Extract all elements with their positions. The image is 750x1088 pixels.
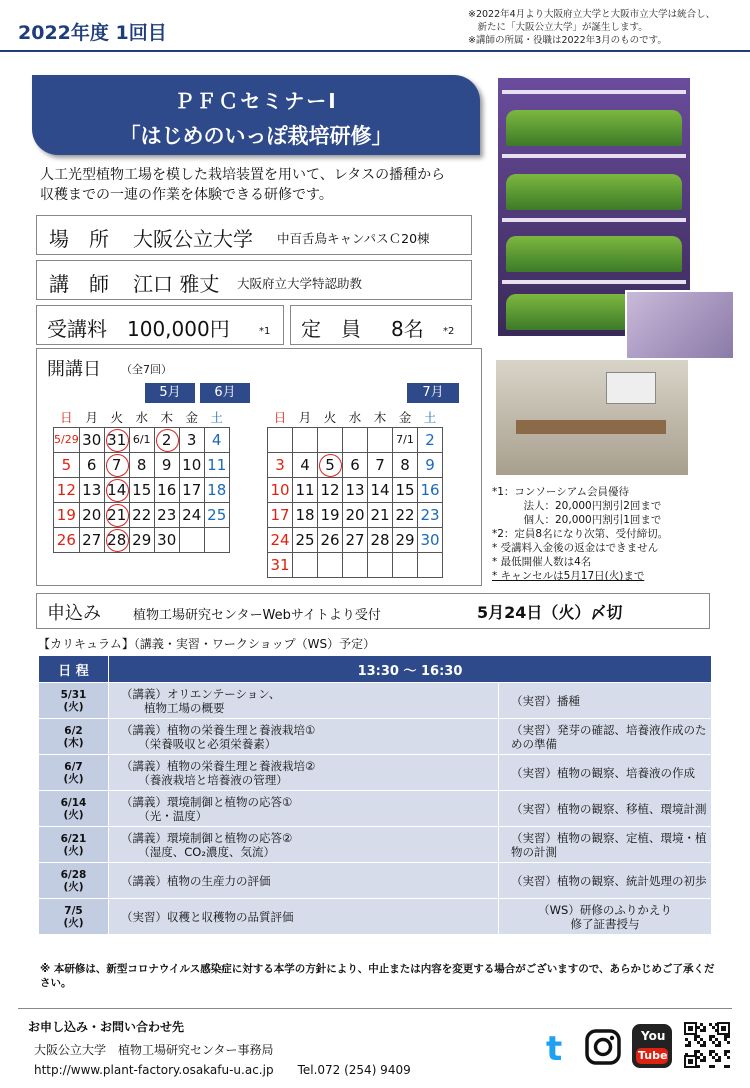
practice-text: （実習）植物の観察、移植、環境計測 [511, 801, 707, 816]
calendar-day [293, 552, 318, 577]
calendar-day: 2 [154, 427, 179, 452]
youtube-icon[interactable] [632, 1024, 672, 1068]
lecturer-sub: 大阪府立大学特認助教 [237, 276, 363, 291]
calendar-day: 27 [79, 527, 104, 552]
row-date: 6/2 [64, 724, 83, 737]
calendar-day: 25 [204, 502, 229, 527]
row-date: 6/14 [60, 796, 87, 809]
calendar-day: 18 [204, 477, 229, 502]
capacity-value: 8名 [391, 317, 424, 341]
seminar-title-box [32, 75, 480, 155]
column-date: 日 程 [39, 656, 109, 683]
practice-text: （実習）植物の観察、統計処理の初歩 [511, 873, 707, 888]
calendar-day: 18 [293, 502, 318, 527]
place-row [36, 215, 472, 255]
contact-org: 大阪公立大学 植物工場研究センター事務局 [34, 1043, 274, 1057]
capacity-mark: *2 [443, 326, 455, 337]
calendar-day: 3 [179, 427, 204, 452]
classroom-photo [496, 360, 688, 475]
calendar-day: 11 [204, 452, 229, 477]
contact-url[interactable]: http://www.plant-factory.osakafu-u.ac.jp [34, 1063, 274, 1077]
contact-info [34, 1040, 411, 1080]
instagram-icon[interactable] [584, 1028, 622, 1066]
footnote: 個人：20,000円割引1回まで [492, 514, 662, 526]
led-light [502, 280, 686, 284]
place-label: 場 所 [49, 227, 109, 251]
lecture-text: （講義）植物の生産力の評価 [121, 873, 271, 888]
lettuce-shelf [506, 174, 682, 210]
capacity-row [290, 305, 472, 345]
svg-text:t: t [546, 1029, 563, 1066]
calendar-day: 9 [418, 452, 443, 477]
practice-text: （実習）植物の観察、培養液の作成 [511, 765, 695, 780]
calendar-day [268, 427, 293, 452]
footnote: *1：コンソーシアム会員優待 [492, 486, 629, 498]
curriculum-heading: 【カリキュラム】（講義・実習・ワークショップ（WS）予定） [38, 637, 376, 651]
calendar-day: 16 [154, 477, 179, 502]
calendar-day: 15 [393, 477, 418, 502]
dates-count: （全7回） [121, 363, 172, 376]
divider [0, 50, 750, 52]
lecture-sub: （湿度、CO₂濃度、気流） [121, 844, 275, 859]
weekday-header: 木 [373, 409, 387, 425]
calendar-day [318, 552, 343, 577]
calendar-day: 26 [54, 527, 80, 552]
curriculum-row [39, 755, 712, 791]
calendar-day: 6/1 [129, 427, 154, 452]
seminar-name: ＰＦＣセミナーⅠ [174, 89, 338, 113]
contact-heading: お申し込み・お問い合わせ先 [28, 1020, 185, 1034]
lecture-text: （講義）植物の栄養生理と養液栽培② [121, 758, 316, 773]
row-dow: (火) [63, 700, 84, 713]
calendar-day: 31 [268, 552, 293, 577]
row-date: 6/7 [64, 760, 83, 773]
calendar-day: 11 [293, 477, 318, 502]
practice-text: （実習）発芽の確認、培養液作成のための準備 [511, 722, 707, 751]
warning-text: ※ 本研修は、新型コロナウイルス感染症に対する本学の方針により、中止または内容を変更する場合がございますので、あらかじめご了承ください。 [40, 963, 715, 989]
row-dow: (火) [63, 880, 84, 893]
lettuce-shelf [506, 110, 682, 146]
practice-text: （実習）植物の観察、定植、環境・植物の計測 [511, 830, 707, 859]
calendar-may-jun [53, 407, 230, 553]
curriculum-row [39, 899, 712, 935]
fee-mark: *1 [259, 326, 271, 337]
lecture-sub: （養液栽培と培養液の管理） [121, 772, 288, 787]
fee-label: 受講料 [47, 317, 107, 341]
calendar-day: 14 [104, 477, 129, 502]
apply-row [36, 593, 710, 629]
calendar-day: 30 [418, 527, 443, 552]
calendar-day: 4 [204, 427, 229, 452]
calendar-day: 7 [368, 452, 393, 477]
contact-tel: Tel.072 (254) 9409 [297, 1063, 411, 1077]
weekday-header: 月 [298, 409, 312, 425]
footnote: * 最低開催人数は4名 [492, 556, 592, 568]
footnote: * 受講料入金後の返金はできません [492, 542, 659, 554]
calendar-day: 2 [418, 427, 443, 452]
weekday-header: 水 [135, 409, 148, 425]
calendar-day: 25 [293, 527, 318, 552]
calendar-day: 29 [393, 527, 418, 552]
lecture-text: （講義）オリエンテーション、 [121, 686, 281, 701]
calendar-day: 30 [79, 427, 104, 452]
curriculum-row [39, 863, 712, 899]
row-dow: (火) [63, 916, 84, 929]
row-date: 6/21 [60, 832, 87, 845]
calendar-day: 19 [54, 502, 80, 527]
weekday-header: 土 [210, 409, 223, 425]
calendar-day: 13 [343, 477, 368, 502]
row-date: 5/31 [60, 688, 87, 701]
notes [468, 8, 715, 47]
lecture-text: （実習）収穫と収穫物の品質評価 [121, 909, 294, 924]
curriculum-row [39, 719, 712, 755]
lecturer-value: 江口 雅丈 [133, 272, 220, 296]
calendar-day: 26 [318, 527, 343, 552]
apply-label: 申込み [47, 603, 101, 624]
page-title: 2022年度 1回目 [18, 22, 167, 44]
calendar-day: 5 [54, 452, 80, 477]
curriculum-row [39, 791, 712, 827]
qr-code-icon[interactable] [684, 1022, 730, 1068]
row-dow: (火) [63, 844, 84, 857]
calendar-day [318, 427, 343, 452]
lecture-sub: （光・温度） [121, 808, 208, 823]
curriculum-row [39, 683, 712, 719]
calendar-day: 8 [393, 452, 418, 477]
calendar-day: 19 [318, 502, 343, 527]
lecture-sub: （栄養吸収と必須栄養素） [121, 736, 277, 751]
weekday-header: 日 [273, 409, 287, 425]
weekday-header: 月 [85, 409, 98, 425]
led-light [502, 154, 686, 158]
calendar-day: 9 [154, 452, 179, 477]
footnote: 法人：20,000円割引2回まで [492, 500, 662, 512]
apply-deadline: 5月24日（火）〆切 [477, 603, 623, 622]
calendar-day [204, 527, 229, 552]
calendar-day: 21 [104, 502, 129, 527]
curriculum-table [38, 655, 712, 935]
lecture-text: （講義）植物の栄養生理と養液栽培① [121, 722, 316, 737]
capacity-label: 定 員 [301, 317, 361, 341]
calendar-day [293, 427, 318, 452]
calendar-day: 6 [343, 452, 368, 477]
weekday-header: 金 [185, 409, 198, 425]
footnote: *2：定員8名になり次第、受付締切。 [492, 528, 669, 540]
youtube-text: You [641, 1029, 666, 1043]
weekday-header: 火 [323, 409, 337, 425]
calendar-day: 30 [154, 527, 179, 552]
calendar-jul [267, 407, 443, 578]
calendar-day [179, 527, 204, 552]
calendar-day: 14 [368, 477, 393, 502]
weekday-header: 水 [348, 409, 362, 425]
dates-label: 開講日 [47, 359, 101, 380]
intro-text [40, 165, 490, 205]
weekday-header: 木 [160, 409, 173, 425]
calendar-day: 12 [54, 477, 80, 502]
calendar-day: 4 [293, 452, 318, 477]
seminar-title: 「はじめのいっぽ栽培研修」 [119, 124, 393, 148]
calendar-day [368, 427, 393, 452]
calendar-day [368, 552, 393, 577]
led-light [502, 218, 686, 222]
calendar-day [343, 552, 368, 577]
place-value: 大阪公立大学 [133, 227, 253, 251]
calendar-day: 20 [343, 502, 368, 527]
calendar-day: 10 [268, 477, 293, 502]
schedule-calendar [36, 348, 482, 586]
month-jul: 7月 [407, 383, 459, 403]
lecturer-label: 講 師 [49, 272, 109, 296]
calendar-day: 6 [79, 452, 104, 477]
calendar-day: 7/1 [393, 427, 418, 452]
lecture-text: （講義）環境制御と植物の応答② [121, 830, 293, 845]
calendar-day: 22 [393, 502, 418, 527]
note-line: ※講師の所属・役職は2022年3月のものです。 [468, 35, 667, 46]
calendar-day: 16 [418, 477, 443, 502]
footnote: * キャンセルは5月17日(火)まで [492, 570, 645, 582]
contact-url-line [34, 1060, 411, 1080]
calendar-day: 24 [179, 502, 204, 527]
lecturer-row [36, 260, 472, 300]
calendar-day: 21 [368, 502, 393, 527]
month-may: 5月 [145, 383, 195, 403]
weekday-header: 土 [423, 409, 437, 425]
divider [18, 1008, 732, 1009]
fee-row [36, 305, 284, 345]
row-date: 6/28 [60, 868, 87, 881]
calendar-day: 10 [179, 452, 204, 477]
row-dow: (火) [63, 772, 84, 785]
calendar-day: 15 [129, 477, 154, 502]
row-dow: (火) [63, 808, 84, 821]
measurement-photo [625, 290, 735, 360]
practice-sub: 修了証書授与 [570, 916, 640, 931]
calendar-day: 7 [104, 452, 129, 477]
calendar-day: 24 [268, 527, 293, 552]
practice-text: （WS）研修のふりかえり [538, 902, 672, 917]
calendar-day: 28 [104, 527, 129, 552]
calendar-day: 20 [79, 502, 104, 527]
weekday-header: 金 [398, 409, 412, 425]
calendar-day: 27 [343, 527, 368, 552]
calendar-day: 28 [368, 527, 393, 552]
month-jun: 6月 [200, 383, 250, 403]
calendar-day: 23 [418, 502, 443, 527]
calendar-day: 31 [104, 427, 129, 452]
apply-text: 植物工場研究センターWebサイトより受付 [133, 608, 381, 623]
footnotes [492, 485, 742, 583]
place-sub: 中百舌鳥キャンパスＣ20棟 [277, 231, 430, 246]
row-date: 7/5 [64, 904, 83, 917]
calendar-day: 17 [268, 502, 293, 527]
calendar-day [418, 552, 443, 577]
row-dow: (木) [63, 736, 84, 749]
fee-value: 100,000円 [127, 317, 230, 341]
weekday-header: 日 [60, 409, 73, 425]
practice-text: （実習）播種 [511, 693, 580, 708]
curriculum-row [39, 827, 712, 863]
calendar-day: 5 [318, 452, 343, 477]
twitter-icon[interactable] [536, 1028, 574, 1066]
column-time: 13:30 ～ 16:30 [109, 656, 712, 683]
calendar-day: 8 [129, 452, 154, 477]
calendar-day [393, 552, 418, 577]
calendar-day: 23 [154, 502, 179, 527]
note-line: 新たに「大阪公立大学」が誕生します。 [468, 22, 648, 33]
calendar-day: 3 [268, 452, 293, 477]
lecture-text: （講義）環境制御と植物の応答① [121, 794, 293, 809]
lettuce-shelf [506, 236, 682, 272]
calendar-day: 12 [318, 477, 343, 502]
calendar-day: 17 [179, 477, 204, 502]
led-light [502, 90, 686, 94]
calendar-day: 5/29 [54, 427, 80, 452]
weekday-header: 火 [110, 409, 123, 425]
calendar-day: 22 [129, 502, 154, 527]
intro-line: 収穫までの一連の作業を体験できる研修です。 [40, 187, 333, 203]
youtube-text: Tube [638, 1049, 668, 1062]
lecture-sub: 植物工場の概要 [121, 700, 225, 715]
intro-line: 人工光型植物工場を模した栽培装置を用いて、レタスの播種から [40, 167, 446, 183]
calendar-day: 29 [129, 527, 154, 552]
calendar-day: 13 [79, 477, 104, 502]
calendar-day [343, 427, 368, 452]
note-line: ※2022年4月より大阪府立大学と大阪市立大学は統合し、 [468, 9, 716, 20]
